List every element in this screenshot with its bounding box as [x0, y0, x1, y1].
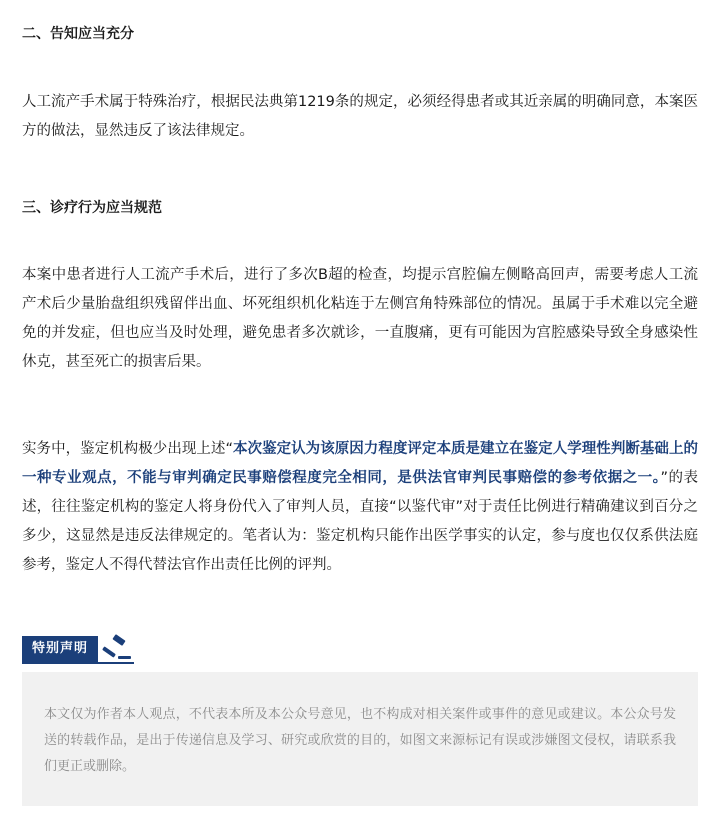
- notice-divider: [22, 662, 134, 664]
- paragraph-medical-conduct: 本案中患者进行人工流产手术后，进行了多次B超的检查，均提示宫腔偏左侧略高回声，需要考虑人工流产术后少量胎盘组织残留伴出血、坏死组织机化粘连于左侧宫角特殊部位的情况。虽属于手术难以完全避免的并发症，但也应当及时处理，避免患者多次就诊，一直腹痛，更有可能因为宫腔感染导致全身感染性休克，甚至死亡的损害后果。: [22, 267, 698, 370]
- paragraph-practice: [22, 435, 698, 580]
- practice-suffix: ”的表述，往往鉴定机构的鉴定人将身份代入了审判人员，直接“以鉴代审”对于责任比例进行精确建议到百分之多少，这显然是违反法律规定的。笔者认为：鉴定机构只能作出医学事实的认定，参与度也仅仅系供法庭参考，鉴定人不得代替法官作出责任比例的评判。: [22, 470, 698, 573]
- special-notice-label: 特别声明: [22, 636, 98, 662]
- notice-text: 本文仅为作者本人观点，不代表本所及本公众号意见，也不构成对相关案件或事件的意见或建议。本公众号发送的转载作品，是出于传递信息及学习、研究或欣赏的目的，如图文来源标记有误或涉嫌图文侵权，请联系我们更正或删除。: [44, 707, 676, 774]
- special-notice-header: [22, 634, 132, 662]
- section-heading-medical-conduct: 三、诊疗行为应当规范: [22, 200, 162, 216]
- section-heading-informed-consent: 二、告知应当充分: [22, 26, 134, 42]
- gavel-icon: [102, 634, 132, 662]
- paragraph-informed-consent: 人工流产手术属于特殊治疗，根据民法典第1219条的规定，必须经得患者或其近亲属的明确同意，本案医方的做法，显然违反了该法律规定。: [22, 94, 698, 139]
- practice-prefix: 实务中，鉴定机构极少出现上述“: [22, 441, 233, 457]
- practice-highlight: 本次鉴定认为该原因力程度评定本质是建立在鉴定人学理性判断基础上的一种专业观点，不能与审判确定民事赔偿程度完全相同，是供法官审判民事赔偿的参考依据之一。: [22, 441, 698, 486]
- notice-box: [22, 672, 698, 806]
